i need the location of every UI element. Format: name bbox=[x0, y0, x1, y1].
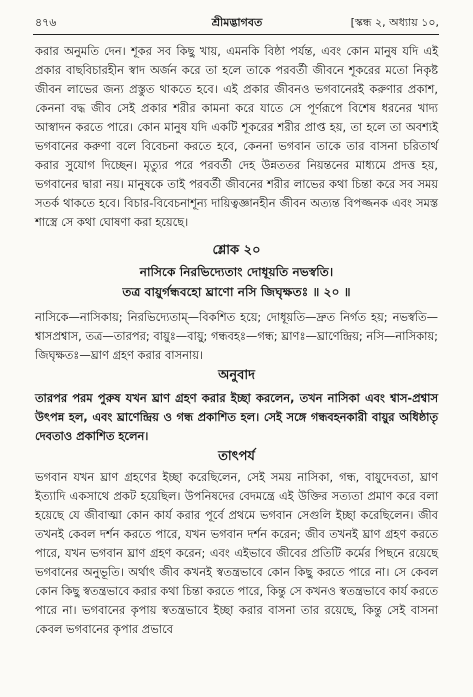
translation-paragraph: তারপর পরম পুরুষ যখন ঘ্রাণ গ্রহণ করার ইচ্ছা করলেন, তখন নাসিকা এবং শ্বাস-প্রশ্বাস উৎপন্ন হল, এবং ঘ্রাণেন্দ্রিয় ও গন্ধ প্রকাশিত হল। সেই সঙ্গে গন্ধবহনকারী বায়ুর অধিষ্ঠাতৃ দেবতাও প্রকাশিত হলেন। bbox=[35, 391, 438, 443]
purport-paragraph: ভগবান যখন ঘ্রাণ গ্রহণের ইচ্ছা করেছিলেন, সেই সময় নাসিকা, গন্ধ, বায়ুদেবতা, ঘ্রাণ ইত্যাদি একসাথে প্রকট হয়েছিল। উপনিষদের বেদমন্ত্রে এই উক্তির সত্যতা প্রমাণ করে বলা হয়েছে যে জীবাত্মা কোন কার্য করার পূর্বে প্রথমে ভগবান সেগুলি ইচ্ছা করেছিলেন। জীব তখনই কেবল দর্শন করতে পারে, যখন ভগবান দর্শন করেন; জীব তখনই ঘ্রাণ গ্রহণ করতে পারে, যখন ভগবান ঘ্রাণ গ্রহণ করেন; এবং এইভাবে জীবের প্রতিটি কর্মের পিছনে রয়েছে ভগবানের অনুভূতি। অর্থাৎ জীব কখনই স্বতন্ত্রভাবে কোন কিছু করতে পারে না। সে কেবল কোন কিছু স্বতন্ত্রভাবে করার কথা চিন্তা করতে পারে, কিন্তু সে কখনও স্বতন্ত্রভাবে কার্য করতে পারে না। ভগবানের কৃপায় স্বতন্ত্রভাবে ইচ্ছা করার বাসনা তার রয়েছে, কিন্তু সেই বাসনা কেবল ভগবানের কৃপার প্রভাবে bbox=[35, 470, 439, 636]
verse-line-1: নাসিকে নিরভিদ্যেতাং দোধূয়তি নভস্বতি। bbox=[139, 265, 334, 279]
synonyms-paragraph: নাসিকে—নাসিকায়; নিরভিদ্যেতাম্—বিকশিত হয়ে; দোধূয়তি—দ্রুত নির্গত হয়; নভস্বতি—শ্বাসপ্রশ্বাস, তত্র—তারপর; বায়ুঃ—বায়ু; গন্ধবহঃ—গন্ধ; ঘ্রাণঃ—ঘ্রাণেন্দ্রিয়; নসি—নাসিকায়; জিঘৃক্ষতঃ—ঘ্রাণ গ্রহণ করার বাসনায়। bbox=[35, 310, 438, 362]
page-content bbox=[35, 42, 438, 639]
verse-heading: শ্লোক ২০ bbox=[212, 243, 261, 258]
page-number: ৪৭৬ bbox=[35, 16, 57, 29]
translation-heading: অনুবাদ bbox=[218, 368, 255, 383]
verse-line-2: তত্র বায়ুর্গন্ধবহো ঘ্রাণো নসি জিঘৃক্ষতঃ ॥ ২০ ॥ bbox=[122, 285, 351, 299]
header-divider bbox=[33, 34, 439, 35]
page-header bbox=[35, 14, 439, 32]
book-title: শ্রীমদ্ভাগবত bbox=[211, 16, 263, 29]
previous-purport-paragraph: করার অনুমতি দেন। শূকর সব কিছু খায়, এমনকি বিষ্ঠা পর্যন্ত, এবং কোন মানুষ যদি এই প্রকার বাছবিচারহীন স্বাদ অর্জন করে তা হলে তাকে পরবর্তী জীবনে শূকরের মতো নিকৃষ্ট জীবন লাভের জন্য প্রস্তুত থাকতে হবে। এই প্রকার জীবনও ভগবানেরই করুণার প্রকাশ, কেননা বদ্ধ জীব সেই প্রকার শরীর কামনা করে যাতে সে পূর্ণরূপে বিশেষ ধরনের খাদ্য আস্বাদন করতে পারে। কোন মানুষ যদি একটি শূকরের শরীর প্রাপ্ত হয়, তা হলে তা অবশ্যই ভগবানের করুণা বলে বিবেচনা করতে হবে, কেননা ভগবান তাকে তার বাসনা চরিতার্থ করার সুযোগ দিচ্ছেন। মৃত্যুর পরে পরবর্তী দেহ উন্নততর নিয়ন্তনের মাধ্যমে প্রদত্ত হয়, ভগবানের দ্বারা নয়। মানুষকে তাই পরবর্তী জীবনের শরীর লাভের কথা চিন্তা করে সব সময় সতর্ক থাকতে হবে। বিচার-বিবেচনাশূন্য দায়িত্বজ্ঞানহীন জীবন অত্যন্ত বিপজ্জনক এবং সমস্ত শাস্ত্রে সে কথা ঘোষণা করা হয়েছে। bbox=[35, 44, 438, 229]
purport-heading: তাৎপর্য bbox=[218, 449, 255, 464]
section-reference: [স্কন্ধ ২, অধ্যায় ১০, bbox=[350, 16, 439, 29]
